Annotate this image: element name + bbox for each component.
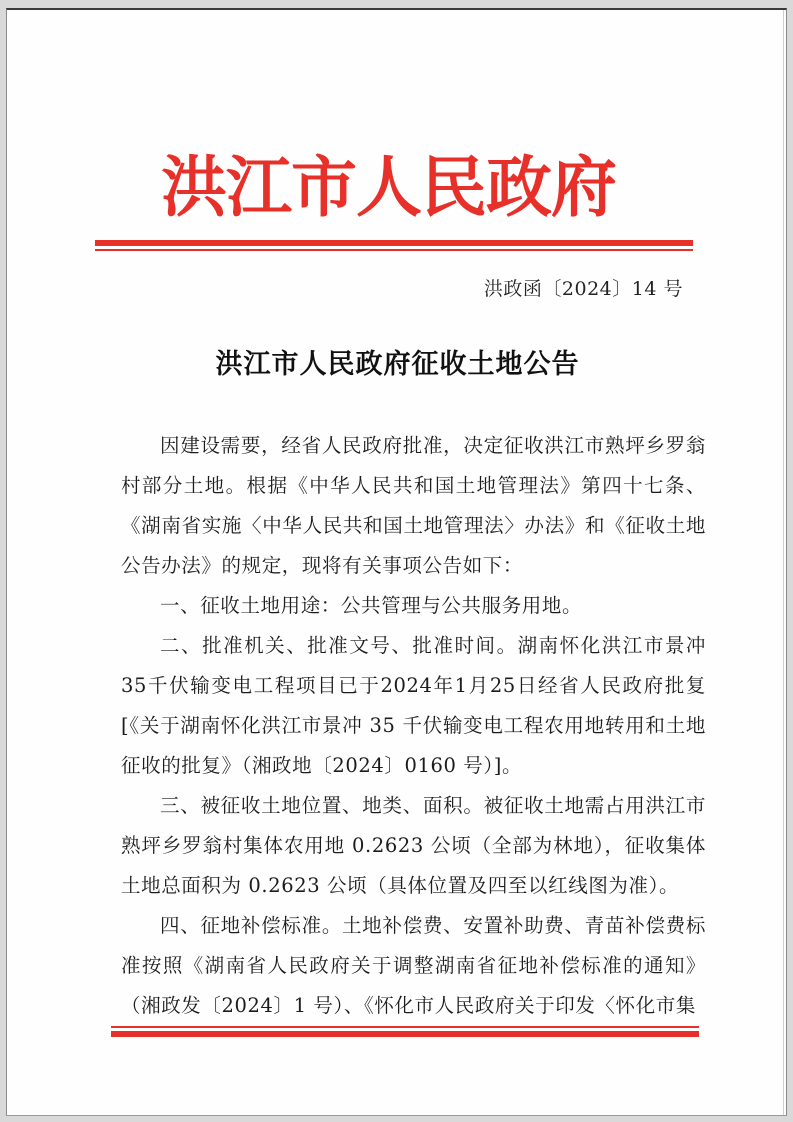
paragraph-intro: 因建设需要，经省人民政府批准，决定征收洪江市熟坪乡罗翁村部分土地。根据《中华人民共和国土地管理法》第四十七条、《湖南省实施〈中华人民共和国土地管理法〉办法》和《征收土地公告办法》的规定，现将有关事项公告如下：	[121, 434, 706, 577]
government-header: 洪江市人民政府	[161, 148, 616, 226]
scan-edge	[783, 10, 784, 1115]
document-title: 洪江市人民政府征收土地公告	[215, 349, 580, 380]
paragraph-approval: 二、批准机关、批准文号、批准时间。湖南怀化洪江市景冲35千伏输变电工程项目已于2024年1月25日经省人民政府批复[《关于湖南怀化洪江市景冲 35 千伏输变电工程农用地转用和土地征收的批复》（湘政地〔2024〕0160 号）]。	[121, 634, 706, 777]
footer-red-rule-thick	[111, 1031, 699, 1037]
paragraph-purpose: 一、征收土地用途：公共管理与公共服务用地。	[160, 594, 583, 617]
paragraph-compensation: 四、征地补偿标准。土地补偿费、安置补助费、青苗补偿费标准按照《湖南省人民政府关于调整湖南省征地补偿标准的通知》（湘政发〔2024〕1 号）、《怀化市人民政府关于印发〈怀化市集	[121, 914, 706, 1017]
body-text	[121, 426, 706, 1026]
document-page	[6, 8, 787, 1116]
footer-red-rule-thin	[111, 1026, 699, 1028]
document-number: 洪政函〔2024〕14 号	[483, 278, 683, 300]
header-red-rule-thin	[95, 249, 693, 251]
paragraph-location: 三、被征收土地位置、地类、面积。被征收土地需占用洪江市熟坪乡罗翁村集体农用地 0.2623 公顷（全部为林地），征收集体土地总面积为 0.2623 公顷（具体位置及四至以红线图为准）。	[121, 794, 706, 897]
header-red-rule-thick	[95, 240, 693, 246]
